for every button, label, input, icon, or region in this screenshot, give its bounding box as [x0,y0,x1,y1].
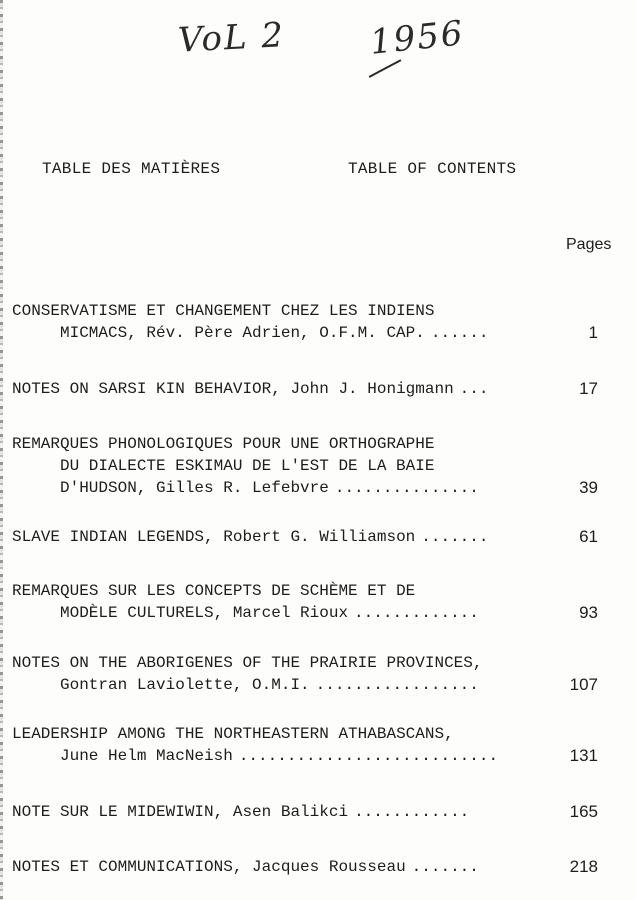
entry-last-line [12,602,612,624]
toc-entry [12,526,612,548]
dot-leader: ...... [430,324,489,342]
page-number: 17 [579,379,598,398]
toc-entry [12,300,612,344]
page-number: 61 [579,527,598,546]
entry-line: NOTE SUR LE MIDEWIWIN, Asen Balikci [12,803,349,821]
entry-line: MICMACS, Rév. Père Adrien, O.F.M. CAP. [60,324,425,342]
handwritten-volume: VoL 2 [177,15,286,61]
toc-entry [12,856,612,878]
page-number: 131 [569,746,598,765]
page-number: 218 [569,857,598,876]
entry-last-line [12,477,612,499]
entry-last-line [12,322,612,344]
entry-line: REMARQUES PHONOLOGIQUES POUR UNE ORTHOGRAPHE [12,435,435,453]
toc-entry [12,378,612,400]
entry-last-line [12,745,612,767]
entry-last-line [12,526,612,548]
page-number: 165 [569,802,598,821]
binding-edge [0,0,3,900]
dot-leader: ....... [421,528,489,546]
toc-entry [12,723,612,767]
entry-line: June Helm MacNeish [60,747,233,765]
handwritten-year-text: 1956 [368,13,467,63]
entry-line: CONSERVATISME ET CHANGEMENT CHEZ LES INDIENS [12,302,435,320]
dot-leader: ........................... [238,747,499,765]
toc-entry [12,580,612,624]
page-number: 39 [579,478,598,497]
entry-line: DU DIALECTE ESKIMAU DE L'EST DE LA BAIE [60,457,435,475]
dot-leader: ................. [315,676,479,694]
dot-leader: ............. [354,604,479,622]
entry-line: NOTES ON THE ABORIGENES OF THE PRAIRIE PROVINCES, [12,654,483,672]
pages-column-label: Pages [566,236,612,253]
entry-last-line [12,801,612,823]
dot-leader: ....... [411,858,479,876]
dot-leader: ............... [334,479,479,497]
entry-last-line [12,378,612,400]
entry-line: REMARQUES SUR LES CONCEPTS DE SCHÈME ET DE [12,582,416,600]
entry-line: NOTES ON SARSI KIN BEHAVIOR, John J. Honigmann [12,380,454,398]
heading-french: TABLE DES MATIÈRES [42,160,221,178]
heading-english: TABLE OF CONTENTS [348,160,517,178]
dot-leader: ............ [354,803,470,821]
page-number: 93 [579,603,598,622]
entry-last-line [12,674,612,696]
entry-line: Gontran Laviolette, O.M.I. [60,676,310,694]
entry-line: LEADERSHIP AMONG THE NORTHEASTERN ATHABASCANS, [12,725,454,743]
toc-entry [12,433,612,499]
entry-line: D'HUDSON, Gilles R. Lefebvre [60,479,329,497]
dot-leader: ... [459,380,489,398]
entry-line: SLAVE INDIAN LEGENDS, Robert G. Williamson [12,528,416,546]
page-number: 107 [569,675,598,694]
toc-entry [12,801,612,823]
toc-entry [12,652,612,696]
page-number: 1 [588,323,598,342]
handwritten-year [368,13,466,63]
entry-last-line [12,856,612,878]
entry-line: NOTES ET COMMUNICATIONS, Jacques Rousseau [12,858,406,876]
entry-line: MODÈLE CULTURELS, Marcel Rioux [60,604,349,622]
